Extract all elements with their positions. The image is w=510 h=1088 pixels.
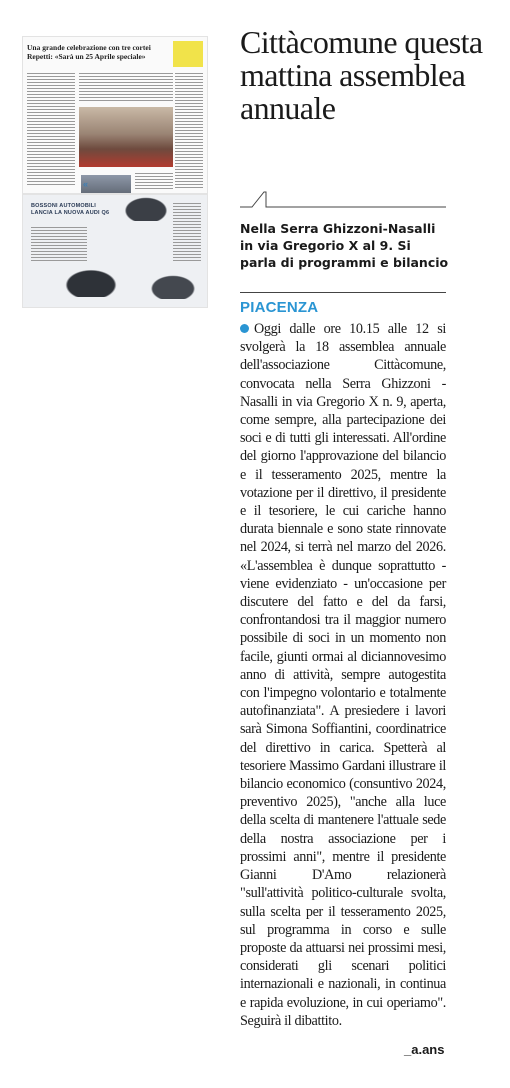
thumbnail-text-column: [135, 173, 173, 189]
thumbnail-text-column: [79, 73, 173, 103]
location-tag: PIACENZA: [240, 299, 319, 316]
chevron-left-icon: «: [83, 179, 89, 189]
thumbnail-text-column: [175, 73, 203, 189]
thumbnail-ad-text: BOSSONI AUTOMOBILI LANCIA LA NUOVA AUDI Q6: [31, 203, 110, 216]
thumbnail-car-image: [61, 267, 121, 297]
thumbnail-advertisement: [23, 195, 207, 307]
page-thumbnail[interactable]: [22, 36, 208, 308]
thumbnail-car-image: [121, 195, 171, 221]
article-body: [240, 320, 446, 1030]
line-notch-icon: [240, 190, 446, 208]
article-subtitle: Nella Serra Ghizzoni-Nasalli in via Gregorio X al 9. Si parla di programmi e bilancio: [240, 221, 449, 270]
blue-dot-icon: [240, 324, 249, 333]
thumbnail-yellow-box: [173, 41, 203, 67]
thumbnail-headline: Una grande celebrazione con tre cortei Repetti: «Sarà un 25 Aprile speciale»: [27, 43, 151, 61]
thumbnail-car-image: [147, 273, 199, 299]
article-body-text: Oggi dalle ore 10.15 alle 12 si svolgerà la 18 assemblea annuale dell'associazione Cittàcomune, convocata nella Serra Ghizzoni - Nasalli in via Gregorio X n. 9, aperta, come sempre, alla partecipazione dei soci e di tutti gli interessati. All'ordine del giorno l'approvazione del bilancio e il tesseramento 2025, mentre la votazione per il direttivo, il presidente e il tesoriere, le cui cariche hanno durata biennale e sono state rinnovate nel 2024, si terrà nel marzo del 2026. «L'assemblea è dunque soprattutto - viene evidenziato - un'occasione per discutere del fatto e del da farsi, confrontandosi tra il maggior numero possibile di soci in un momento non facile, giunti ormai al diciannovesimo anno di attività, sempre autogestita con l'impegno volontario e totalmente autofinanziata". A presiedere i lavori sarà Simona Soffiantini, coordinatrice del direttivo in carica. Spetterà al tesoriere Massimo Gardani illustrare il bilancio economico (consuntivo 2024, preventivo 2025), "anche alla luce della scelta di mantenere l'attuale sede della nostra associazione per i prossimi anni", mentre il presidente Gianni D'Amo relazionerà "sull'attività politico-culturale svolta, sulla scelta per il tesseramento 2025, sul programma in corso e sulle proposte da attuarsi nei prossimi mesi, considerati gli scenari politici internazionali e nazionali, in continua e rapida evoluzione, in cui operiamo". Seguirà il dibattito.: [240, 321, 446, 1029]
thumbnail-ad-body: [173, 203, 201, 263]
article-headline: Cittàcomune questa mattina assemblea annuale: [240, 24, 483, 126]
thumbnail-ad-body: [31, 227, 87, 263]
author-signature: _a.ans: [404, 1042, 445, 1057]
thumbnail-photo-crowd: [79, 107, 173, 167]
section-divider: [240, 292, 446, 293]
thumbnail-text-column: [27, 73, 75, 185]
